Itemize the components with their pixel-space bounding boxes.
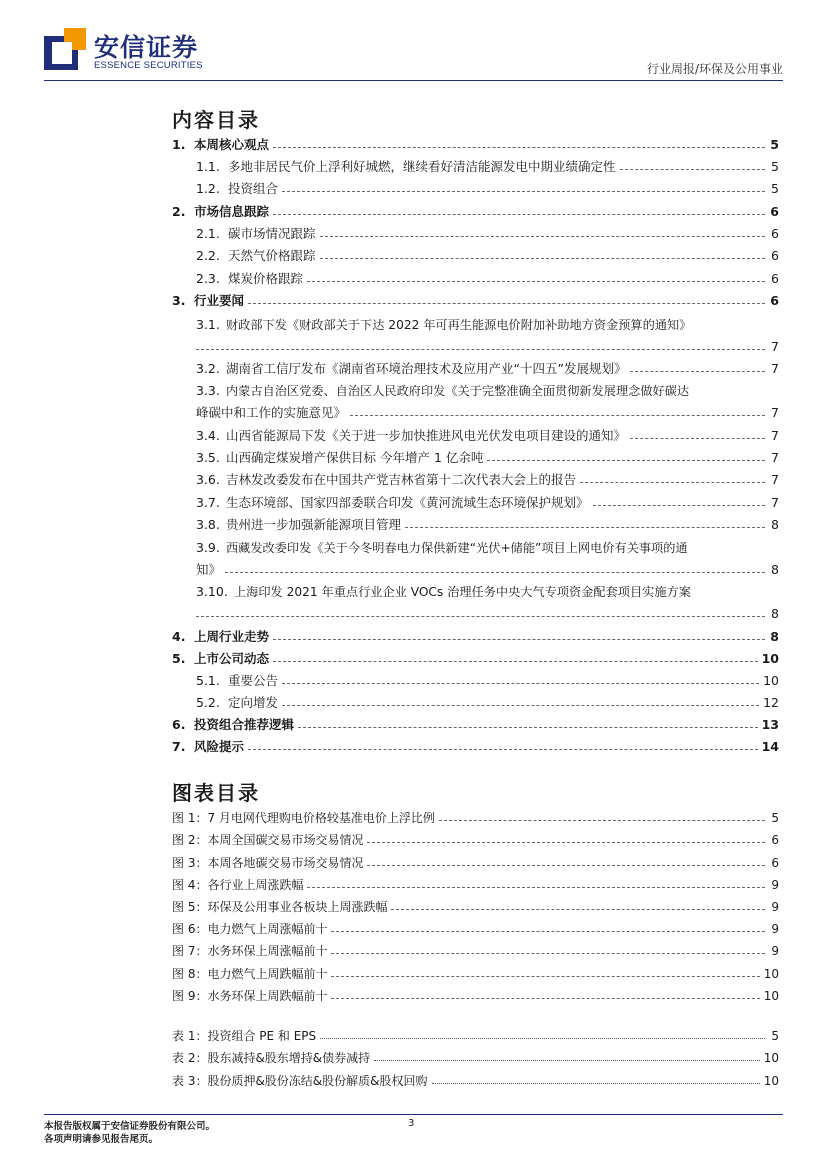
leader-dots xyxy=(273,639,765,640)
leader-dots xyxy=(374,1060,760,1061)
figure-text: 各行业上周涨跌幅 xyxy=(207,878,304,892)
toc-entry[interactable] xyxy=(172,135,779,155)
toc-entry[interactable] xyxy=(196,470,779,490)
toc-entry-text: 生态环境部、国家四部委联合印发《黄河流域生态环境保护规划》 xyxy=(226,495,589,510)
figure-page: 9 xyxy=(771,878,779,892)
leader-dots xyxy=(391,909,765,910)
toc-entry[interactable] xyxy=(196,315,779,335)
figure-entry[interactable] xyxy=(172,830,779,850)
leader-dots xyxy=(196,616,765,617)
leader-dots xyxy=(439,820,765,821)
toc-entry-text: 吉林发改委发布在中国共产党吉林省第十二次代表大会上的报告 xyxy=(226,472,577,487)
figure-label: 图 6： xyxy=(172,922,208,936)
toc-entry-number: 2. xyxy=(172,204,186,219)
toc-entry-text: 上海印发 2021 年重点行业企业 VOCs 治理任务中央大气专项资金配套项目实施方案 xyxy=(234,585,691,599)
leader-dots xyxy=(282,705,759,706)
leader-dots xyxy=(630,371,765,372)
figure-page: 9 xyxy=(771,900,779,914)
toc-entry[interactable] xyxy=(196,538,779,558)
toc-entry[interactable] xyxy=(196,448,779,468)
toc-entry-continuation[interactable] xyxy=(196,403,779,423)
toc-entry-number: 1. xyxy=(172,137,186,152)
toc-entry-page: 6 xyxy=(771,271,779,286)
toc-entry[interactable] xyxy=(172,291,779,311)
company-logo xyxy=(44,26,244,76)
toc-entry-page: 12 xyxy=(763,695,779,710)
figure-text: 电力燃气上周涨幅前十 xyxy=(207,922,328,936)
leader-dots xyxy=(331,931,765,932)
toc-entry-text: 多地非居民气价上浮利好城燃，继续看好清洁能源发电中期业绩确定性 xyxy=(228,159,616,174)
toc-entry-page: 6 xyxy=(771,226,779,241)
toc-entry-number: 5.2. xyxy=(196,695,220,710)
toc-entry-page: 7 xyxy=(771,428,779,443)
logo-english-name: ESSENCE SECURITIES xyxy=(94,60,203,71)
leader-dots xyxy=(320,236,765,237)
toc-entry-continuation[interactable] xyxy=(196,604,779,624)
leader-dots xyxy=(331,998,759,999)
leader-dots xyxy=(350,415,765,416)
figure-entry[interactable] xyxy=(172,941,779,961)
toc-entry-text: 碳市场情况跟踪 xyxy=(228,226,316,241)
toc-entry[interactable] xyxy=(196,179,779,199)
figure-label: 图 8： xyxy=(172,967,208,981)
leader-dots xyxy=(273,661,758,662)
figure-text: 电力燃气上周跌幅前十 xyxy=(207,967,328,981)
figure-page: 5 xyxy=(771,811,779,825)
figure-text: 水务环保上周涨幅前十 xyxy=(207,944,328,958)
toc-entry-number: 2.1. xyxy=(196,226,220,241)
page-number: 3 xyxy=(408,1118,415,1129)
table-page: 10 xyxy=(763,1051,779,1065)
toc-entry-page: 7 xyxy=(771,472,779,487)
figure-label: 图 7： xyxy=(172,944,208,958)
toc-entry-text: 投资组合 xyxy=(228,181,279,196)
toc-entry-text: 财政部下发《财政部关于下达 2022 年可再生能源电价附加补助地方资金预算的通知》 xyxy=(226,318,692,332)
toc-entry-text: 上市公司动态 xyxy=(194,651,270,666)
table-text: 股份质押&股份冻结&股份解质&股权回购 xyxy=(207,1074,428,1088)
leader-dots xyxy=(248,749,758,750)
figure-page: 6 xyxy=(771,856,779,870)
toc-entry-page: 7 xyxy=(771,339,779,354)
toc-entry-text-continued: 峰碳中和工作的实施意见》 xyxy=(196,405,347,420)
toc-entry-number: 3.9. xyxy=(196,540,220,555)
table-entry[interactable] xyxy=(172,1071,779,1091)
figure-text: 本周全国碳交易市场交易情况 xyxy=(207,833,364,847)
toc-entry-text: 内蒙古自治区党委、自治区人民政府印发《关于完整准确全面贯彻新发展理念做好碳达 xyxy=(226,384,690,398)
toc-entry[interactable] xyxy=(196,246,779,266)
toc-entry-page: 6 xyxy=(771,248,779,263)
leader-dots xyxy=(405,527,765,528)
figure-entry[interactable] xyxy=(172,875,779,895)
toc-entry-page: 7 xyxy=(771,495,779,510)
toc-entry[interactable] xyxy=(172,737,779,757)
leader-dots xyxy=(432,1083,760,1084)
leader-dots xyxy=(196,349,765,350)
toc-entry[interactable] xyxy=(172,627,779,647)
table-page: 10 xyxy=(763,1074,779,1088)
figures-list-title: 图表目录 xyxy=(172,781,260,805)
figure-page: 6 xyxy=(771,833,779,847)
toc-entry-text: 重要公告 xyxy=(228,673,279,688)
leader-dots xyxy=(320,258,765,259)
table-label: 表 3： xyxy=(172,1074,208,1088)
toc-entry-number: 2.2. xyxy=(196,248,220,263)
leader-dots xyxy=(367,865,765,866)
leader-dots xyxy=(307,887,765,888)
header-divider xyxy=(44,80,783,81)
toc-entry-text: 定向增发 xyxy=(228,695,279,710)
table-page: 5 xyxy=(771,1029,779,1043)
toc-entry[interactable] xyxy=(196,671,779,691)
figure-text: 7 月电网代理购电价格较基准电价上浮比例 xyxy=(207,811,435,825)
leader-dots xyxy=(320,1038,765,1039)
toc-entry[interactable] xyxy=(196,426,779,446)
toc-entry-number: 3.7. xyxy=(196,495,220,510)
table-entry[interactable] xyxy=(172,1026,779,1046)
toc-title: 内容目录 xyxy=(172,108,260,132)
toc-entry-page: 7 xyxy=(771,361,779,376)
figure-text: 本周各地碳交易市场交易情况 xyxy=(207,856,364,870)
toc-entry[interactable] xyxy=(196,359,779,379)
toc-entry-text: 天然气价格跟踪 xyxy=(228,248,316,263)
toc-entry-text: 本周核心观点 xyxy=(194,137,270,152)
toc-entry-page: 10 xyxy=(761,651,779,666)
table-entry[interactable] xyxy=(172,1048,779,1068)
toc-entry[interactable] xyxy=(196,381,779,401)
table-text: 投资组合 PE 和 EPS xyxy=(207,1029,317,1043)
toc-entry-page: 5 xyxy=(770,137,779,152)
figure-entry[interactable] xyxy=(172,919,779,939)
toc-entry-text: 煤炭价格跟踪 xyxy=(228,271,304,286)
toc-entry-number: 2.3. xyxy=(196,271,220,286)
toc-entry-text: 上周行业走势 xyxy=(194,629,270,644)
toc-entry-number: 3.3. xyxy=(196,383,220,398)
toc-entry-text: 行业要闻 xyxy=(194,293,245,308)
toc-entry[interactable] xyxy=(172,715,779,735)
report-category: 行业周报/环保及公用事业 xyxy=(646,62,783,76)
toc-entry-text: 湖南省工信厅发布《湖南省环境治理技术及应用产业“十四五”发展规划》 xyxy=(226,361,627,376)
figure-page: 10 xyxy=(763,967,779,981)
toc-entry[interactable] xyxy=(172,202,779,222)
figure-label: 图 2： xyxy=(172,833,208,847)
leader-dots xyxy=(248,303,765,304)
figure-entry[interactable] xyxy=(172,986,779,1006)
toc-entry[interactable] xyxy=(196,582,779,602)
figure-label: 图 4： xyxy=(172,878,208,892)
toc-entry-page: 5 xyxy=(771,181,779,196)
toc-entry-number: 5.1. xyxy=(196,673,220,688)
figure-label: 图 3： xyxy=(172,856,208,870)
toc-entry[interactable] xyxy=(196,515,779,535)
toc-entry-continuation[interactable] xyxy=(196,560,779,580)
leader-dots xyxy=(331,953,765,954)
toc-entry-page: 8 xyxy=(771,562,779,577)
figure-page: 9 xyxy=(771,944,779,958)
figure-label: 图 9： xyxy=(172,989,208,1003)
toc-entry-text-continued: 知》 xyxy=(196,562,222,577)
leader-dots xyxy=(487,460,765,461)
toc-entry-text: 风险提示 xyxy=(194,739,245,754)
figure-label: 图 1： xyxy=(172,811,208,825)
disclaimer-note: 各项声明请参见报告尾页。 xyxy=(44,1134,159,1145)
toc-entry-number: 1.1. xyxy=(196,159,220,174)
leader-dots xyxy=(282,191,765,192)
logo-mark-icon xyxy=(44,28,86,70)
toc-entry-page: 14 xyxy=(761,739,779,754)
toc-entry[interactable] xyxy=(172,649,779,669)
table-label: 表 1： xyxy=(172,1029,208,1043)
toc-entry-number: 3. xyxy=(172,293,186,308)
leader-dots xyxy=(630,438,765,439)
toc-entry[interactable] xyxy=(196,157,779,177)
toc-entry-continuation[interactable] xyxy=(196,337,779,357)
toc-entry-text: 投资组合推荐逻辑 xyxy=(194,717,295,732)
toc-entry-number: 3.10. xyxy=(196,584,228,599)
toc-entry-page: 8 xyxy=(771,606,779,621)
figure-entry[interactable] xyxy=(172,964,779,984)
toc-entry-number: 6. xyxy=(172,717,186,732)
toc-entry-text: 市场信息跟踪 xyxy=(194,204,270,219)
toc-entry-text: 山西省能源局下发《关于进一步加快推进风电光伏发电项目建设的通知》 xyxy=(226,428,627,443)
toc-entry-text: 贵州进一步加强新能源项目管理 xyxy=(226,517,402,532)
toc-entry-number: 1.2. xyxy=(196,181,220,196)
toc-entry[interactable] xyxy=(196,224,779,244)
figure-entry[interactable] xyxy=(172,853,779,873)
toc-entry-page: 6 xyxy=(770,293,779,308)
figure-text: 水务环保上周跌幅前十 xyxy=(207,989,328,1003)
leader-dots xyxy=(273,147,765,148)
leader-dots xyxy=(298,727,758,728)
table-label: 表 2： xyxy=(172,1051,208,1065)
figure-label: 图 5： xyxy=(172,900,208,914)
toc-entry-number: 7. xyxy=(172,739,186,754)
leader-dots xyxy=(331,976,759,977)
toc-entry-page: 8 xyxy=(771,517,779,532)
toc-entry-page: 7 xyxy=(771,450,779,465)
toc-entry-page: 6 xyxy=(770,204,779,219)
leader-dots xyxy=(282,683,759,684)
toc-entry-number: 3.4. xyxy=(196,428,220,443)
logo-chinese-name: 安信证券 xyxy=(94,33,199,62)
footer-divider xyxy=(44,1114,783,1115)
toc-entry-number: 3.1. xyxy=(196,317,220,332)
figure-page: 9 xyxy=(771,922,779,936)
leader-dots xyxy=(273,214,765,215)
figure-text: 环保及公用事业各板块上周涨跌幅 xyxy=(207,900,388,914)
toc-entry-number: 4. xyxy=(172,629,186,644)
leader-dots xyxy=(580,482,765,483)
toc-entry-number: 3.2. xyxy=(196,361,220,376)
leader-dots xyxy=(307,281,765,282)
leader-dots xyxy=(593,505,765,506)
toc-entry-page: 5 xyxy=(771,159,779,174)
figure-entry[interactable] xyxy=(172,808,779,828)
toc-entry-page: 10 xyxy=(763,673,779,688)
toc-entry[interactable] xyxy=(196,269,779,289)
toc-entry-page: 7 xyxy=(771,405,779,420)
toc-entry-page: 8 xyxy=(770,629,779,644)
figure-page: 10 xyxy=(763,989,779,1003)
leader-dots xyxy=(225,572,765,573)
toc-entry-text: 山西确定煤炭增产保供目标 今年增产 1 亿余吨 xyxy=(226,450,484,465)
toc-entry[interactable] xyxy=(196,493,779,513)
figure-entry[interactable] xyxy=(172,897,779,917)
toc-entry-number: 3.6. xyxy=(196,472,220,487)
toc-entry-number: 3.8. xyxy=(196,517,220,532)
toc-entry[interactable] xyxy=(196,693,779,713)
leader-dots xyxy=(367,842,765,843)
table-text: 股东减持&股东增持&债券减持 xyxy=(207,1051,371,1065)
toc-entry-number: 3.5. xyxy=(196,450,220,465)
toc-entry-number: 5. xyxy=(172,651,186,666)
leader-dots xyxy=(620,169,765,170)
toc-entry-text: 西藏发改委印发《关于今冬明春电力保供新建“光伏+储能”项目上网电价有关事项的通 xyxy=(226,541,688,555)
toc-entry-page: 13 xyxy=(761,717,779,732)
copyright-note: 本报告版权属于安信证券股份有限公司。 xyxy=(44,1121,216,1132)
